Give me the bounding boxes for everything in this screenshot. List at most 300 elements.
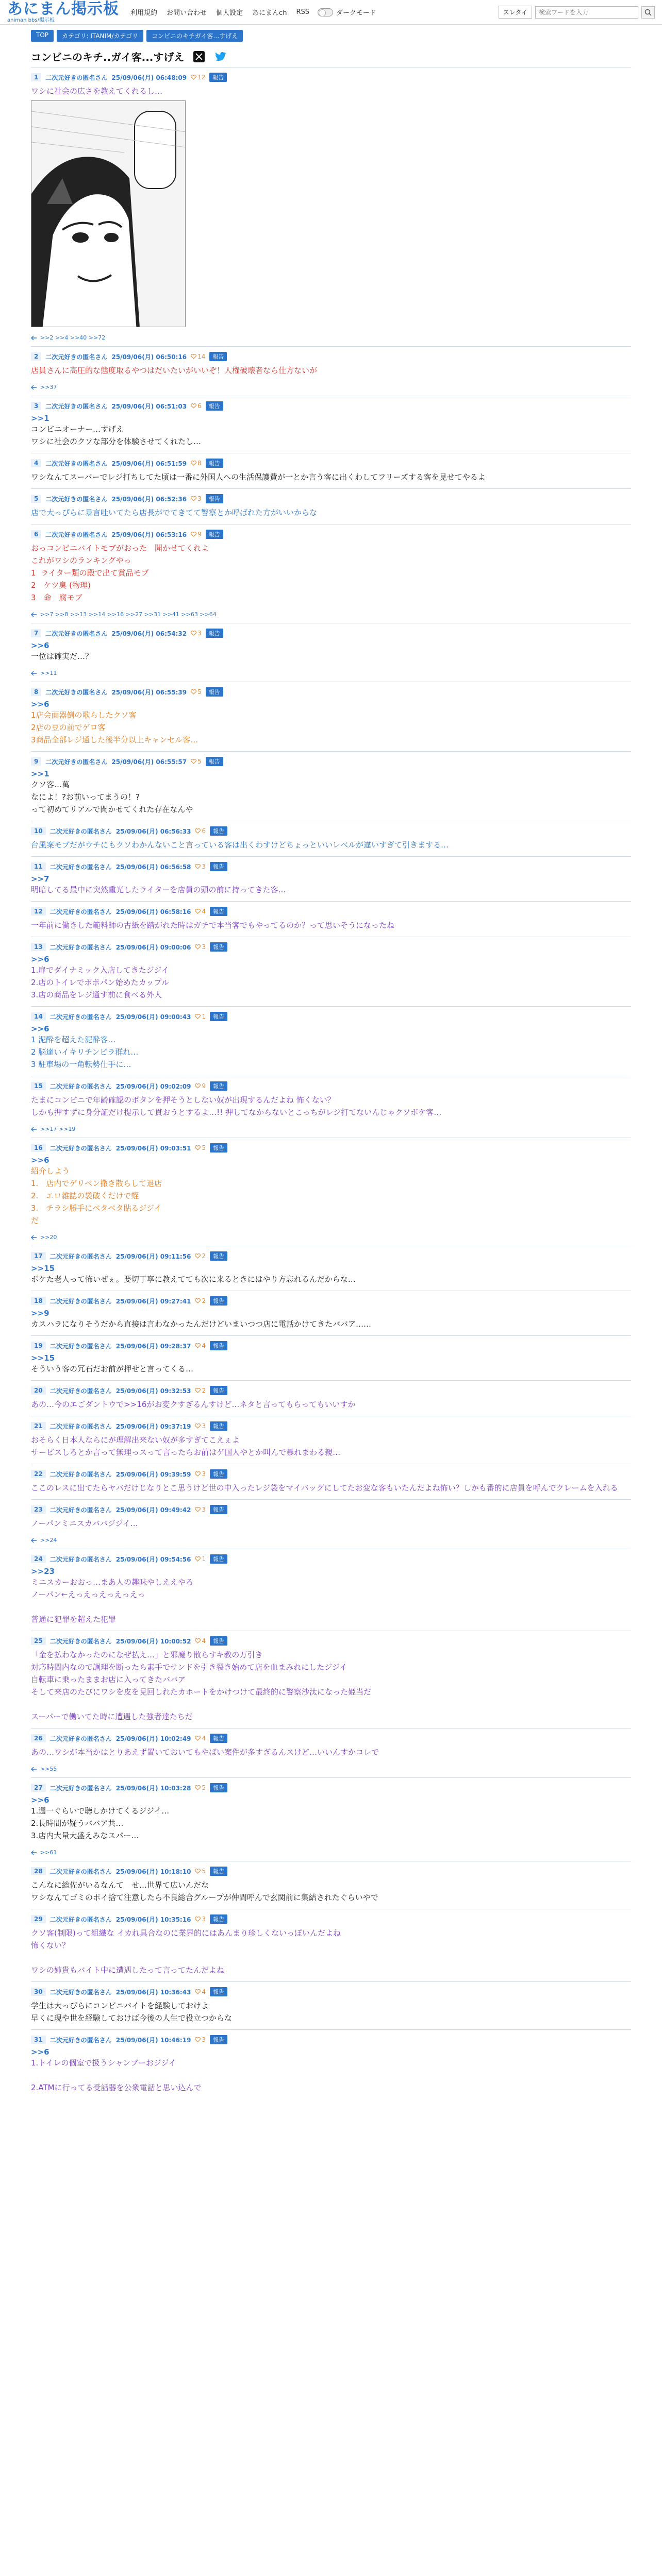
post-date: 25/09/06(月) 10:02:49 — [115, 1735, 191, 1742]
post-author: 二次元好きの匿名さん — [49, 1637, 112, 1645]
report-button[interactable]: 報告 — [210, 826, 227, 836]
post-number[interactable]: 14 — [31, 1012, 46, 1021]
like-button[interactable] — [195, 1342, 206, 1349]
post-date: 25/09/06(月) 09:39:59 — [115, 1470, 191, 1478]
post-number[interactable]: 15 — [31, 1082, 46, 1090]
like-button[interactable] — [191, 531, 202, 538]
post-number[interactable]: 4 — [31, 459, 41, 467]
like-button[interactable] — [195, 943, 206, 951]
reply-link-list[interactable]: >>61 — [40, 1849, 57, 1856]
reply-anchor-link[interactable]: >>6 — [31, 641, 49, 650]
post-item — [31, 396, 631, 453]
reply-icon — [31, 335, 37, 341]
post-author: 二次元好きの匿名さん — [49, 1297, 112, 1305]
report-button[interactable]: 報告 — [210, 907, 227, 916]
post-number[interactable]: 31 — [31, 2036, 46, 2044]
post-meta — [31, 1386, 631, 1395]
reply-anchor-link[interactable]: >>1 — [31, 414, 49, 423]
post-item — [31, 1380, 631, 1416]
heart-icon — [195, 1917, 201, 1922]
post-number[interactable]: 8 — [31, 688, 41, 696]
post-item — [31, 1777, 631, 1861]
post-number[interactable]: 11 — [31, 862, 46, 871]
post-author: 二次元好きの匿名さん — [49, 1988, 112, 1996]
like-count: 5 — [202, 1144, 206, 1151]
post-number[interactable]: 29 — [31, 1915, 46, 1923]
post-body: 学生は大っぴらにコンビニバイトを経験しておけよ 早くに現や世を経験しておけば今後の人生で役立つからな — [31, 2001, 233, 2023]
post-item — [31, 751, 631, 821]
post-number[interactable]: 1 — [31, 73, 41, 81]
post-author: 二次元好きの匿名さん — [45, 353, 108, 361]
reply-links[interactable] — [31, 334, 631, 341]
heart-icon — [195, 1014, 201, 1019]
site-logo[interactable] — [7, 2, 119, 23]
reply-links[interactable] — [31, 1126, 631, 1132]
post-date: 25/09/06(月) 06:51:59 — [111, 460, 187, 467]
dark-mode-toggle[interactable] — [318, 7, 376, 17]
post-body: ボケた老人って怖いぜぇ。要切丁寧に教えてても次に来るときにはやり方忘れるんだからな… — [31, 1275, 356, 1284]
like-button[interactable] — [195, 1252, 206, 1260]
post-number[interactable]: 20 — [31, 1386, 46, 1395]
post-item — [31, 682, 631, 751]
report-button[interactable]: 報告 — [206, 401, 223, 411]
reply-anchor-link[interactable]: >>15 — [31, 1353, 55, 1363]
thread-header — [0, 45, 662, 67]
post-author: 二次元好きの匿名さん — [45, 495, 108, 503]
report-button[interactable]: 報告 — [210, 1987, 227, 1996]
heart-icon — [191, 496, 196, 501]
reply-link-list[interactable]: >>55 — [40, 1766, 57, 1772]
post-item — [31, 1335, 631, 1380]
like-button[interactable] — [195, 1916, 206, 1923]
post-number[interactable]: 23 — [31, 1505, 46, 1514]
heart-icon — [195, 1869, 201, 1874]
post-meta — [31, 1554, 631, 1564]
twitter-share-icon[interactable] — [214, 50, 227, 63]
post-author: 二次元好きの匿名さん — [49, 1916, 112, 1923]
post-date: 25/09/06(月) 10:36:43 — [115, 1988, 191, 1996]
reply-anchor-link[interactable]: >>6 — [31, 700, 49, 709]
like-count: 12 — [197, 74, 206, 81]
site-header — [0, 0, 662, 25]
heart-icon — [191, 75, 196, 80]
like-button[interactable] — [195, 1387, 206, 1394]
reply-anchor-link[interactable]: >>6 — [31, 2047, 49, 2057]
like-button[interactable] — [195, 2036, 206, 2043]
post-body: 一年前に働きした範料師の古紙を踏がれた時はガチで本当客でもやってるのか？って思いそうになったね — [31, 921, 395, 930]
report-button[interactable]: 報告 — [210, 1081, 227, 1091]
report-button[interactable]: 報告 — [210, 1012, 227, 1021]
post-date: 25/09/06(月) 09:54:56 — [115, 1555, 191, 1563]
nav-animanch[interactable]: あにまんch — [252, 9, 287, 17]
post-body: 1.トイレの個室で扱うシャンプーおジジイ 2.ATMに行ってる受話器を公衆電話と思い込んで — [31, 2058, 202, 2092]
heart-icon — [195, 1145, 201, 1150]
like-count: 3 — [202, 1422, 206, 1430]
reply-anchor-link[interactable]: >>15 — [31, 1264, 55, 1273]
report-button[interactable]: 報告 — [210, 1734, 227, 1743]
heart-icon — [195, 1423, 201, 1429]
report-button[interactable]: 報告 — [206, 494, 223, 503]
post-meta — [31, 826, 631, 836]
post-date: 25/09/06(月) 06:55:39 — [111, 688, 187, 696]
logo-subtitle: animan bbs/掲示板 — [7, 17, 55, 23]
post-number[interactable]: 21 — [31, 1422, 46, 1430]
post-meta — [31, 1341, 631, 1350]
like-button[interactable] — [195, 1082, 206, 1090]
report-button[interactable]: 報告 — [210, 942, 227, 952]
like-count: 3 — [202, 1470, 206, 1478]
reply-link-list[interactable]: >>7 >>8 >>13 >>14 >>16 >>27 >>31 >>41 >>63 >>64 — [40, 611, 217, 618]
like-count: 3 — [202, 1916, 206, 1923]
post-date: 25/09/06(月) 09:37:19 — [115, 1422, 191, 1430]
report-button[interactable]: 報告 — [210, 1386, 227, 1395]
like-count: 6 — [202, 827, 206, 835]
manga-panel-image[interactable] — [31, 100, 186, 327]
post-meta — [31, 942, 631, 952]
reply-anchor-link[interactable]: >>9 — [31, 1309, 49, 1318]
post-date: 25/09/06(月) 06:56:58 — [115, 863, 191, 871]
post-number[interactable]: 26 — [31, 1734, 46, 1742]
post-number[interactable]: 7 — [31, 629, 41, 637]
heart-icon — [195, 1471, 201, 1477]
post-date: 25/09/06(月) 09:00:43 — [115, 1013, 191, 1021]
like-button[interactable] — [191, 74, 205, 81]
post-date: 25/09/06(月) 10:46:19 — [115, 2036, 191, 2044]
post-number[interactable]: 28 — [31, 1867, 46, 1875]
like-button[interactable] — [191, 688, 202, 696]
post-meta — [31, 73, 631, 82]
heart-icon — [195, 944, 201, 950]
post-item — [31, 1981, 631, 2029]
post-meta — [31, 862, 631, 871]
post-date: 25/09/06(月) 10:03:28 — [115, 1784, 191, 1792]
heart-icon — [195, 828, 201, 834]
like-button[interactable] — [191, 758, 202, 765]
post-meta — [31, 459, 631, 468]
post-body: 紹介しよう 1. 店内でゲリベン撒き散らして退店 2. エロ雑誌の袋破くだけで蛭 3. チラシ勝手にベタベタ貼るジジイ だ — [31, 1166, 162, 1225]
like-count: 9 — [197, 531, 202, 538]
post-meta — [31, 687, 631, 697]
post-author: 二次元好きの匿名さん — [49, 1252, 112, 1260]
post-number[interactable]: 17 — [31, 1252, 46, 1260]
reply-links[interactable] — [31, 1234, 631, 1241]
post-body: 1.週一ぐらいで聴しかけてくるジジイ… 2.長時間が疑うババア共… 3.店内大量大盛えみなスパー… — [31, 1806, 170, 1840]
like-button[interactable] — [195, 1637, 206, 1645]
post-body: 店員さんに高圧的な態度取るやつはだいたいがいいぞ！人権破壊者なら仕方ないが — [31, 366, 318, 375]
like-count: 8 — [197, 460, 202, 467]
reply-link-list[interactable]: >>37 — [40, 384, 57, 391]
post-number[interactable]: 22 — [31, 1470, 46, 1478]
top-nav — [130, 7, 309, 17]
post-meta — [31, 401, 631, 411]
post-body: 1.扉でダイナミック入店してきたジジイ 2.店のトイレでポポパン始めたカップル 3.店の商品をレジ通す前に食べる外人 — [31, 965, 169, 999]
reply-links[interactable] — [31, 384, 631, 391]
like-button[interactable] — [195, 1470, 206, 1478]
like-button[interactable] — [191, 460, 202, 467]
search-icon — [644, 9, 652, 16]
post-author: 二次元好きの匿名さん — [49, 1506, 112, 1514]
reply-links[interactable] — [31, 670, 631, 676]
post-body: ワシなんてスーパーでレジ打ちしてた頃は一番に外国人への生活保護費が一とか言う客に出くわしてフリーズする客を見せてやるよ — [31, 472, 486, 482]
reply-icon — [31, 1538, 37, 1543]
like-button[interactable] — [195, 1144, 206, 1151]
post-author: 二次元好きの匿名さん — [49, 827, 112, 835]
report-button[interactable]: 報告 — [210, 1251, 227, 1261]
post-date: 25/09/06(月) 06:52:36 — [111, 495, 187, 503]
like-count: 2 — [202, 1297, 206, 1304]
nav-terms[interactable]: 利用規約 — [130, 9, 158, 17]
breadcrumb-top[interactable]: TOP — [31, 30, 54, 42]
breadcrumb-thread[interactable]: コンビニのキチガイ客…すげえ — [146, 30, 243, 42]
post-number[interactable]: 18 — [31, 1297, 46, 1305]
like-count: 2 — [202, 1252, 206, 1260]
reply-anchor-link[interactable]: >>1 — [31, 769, 49, 778]
report-button[interactable]: 報告 — [210, 1469, 227, 1479]
post-number[interactable]: 6 — [31, 530, 41, 538]
reply-link-list[interactable]: >>2 >>4 >>40 >>72 — [40, 334, 106, 341]
post-date: 25/09/06(月) 06:48:09 — [111, 74, 187, 81]
like-count: 6 — [197, 402, 202, 410]
like-count: 4 — [202, 1342, 206, 1349]
like-count: 1 — [202, 1013, 206, 1020]
toggle-switch-icon[interactable] — [318, 8, 333, 16]
post-author: 二次元好きの匿名さん — [49, 2036, 112, 2044]
report-button[interactable]: 報告 — [210, 1341, 227, 1350]
post-number[interactable]: 19 — [31, 1342, 46, 1350]
post-author: 二次元好きの匿名さん — [49, 1470, 112, 1478]
like-count: 3 — [202, 2036, 206, 2043]
like-button[interactable] — [195, 863, 206, 870]
like-button[interactable] — [191, 495, 202, 502]
breadcrumb-category[interactable]: カテゴリ: ITANIM/カテゴリ — [57, 30, 143, 42]
post-number[interactable]: 24 — [31, 1555, 46, 1563]
report-button[interactable]: 報告 — [206, 629, 223, 638]
like-count: 1 — [202, 1555, 206, 1563]
post-number[interactable]: 27 — [31, 1784, 46, 1792]
report-button[interactable]: 報告 — [210, 1783, 227, 1792]
like-button[interactable] — [195, 1735, 206, 1742]
like-button[interactable] — [195, 908, 206, 915]
post-body: 1 泥酔を超えた泥酔客… 2 脳達いイキリチンピラ群れ… 3 駐車場の一角転勢仕手に… — [31, 1035, 139, 1069]
like-button[interactable] — [191, 353, 205, 360]
post-item — [31, 937, 631, 1006]
post-body: あの…今のエごダントウで>>16がお変クすぎるんすけど…ネタと言ってもらってもいいすか — [31, 1400, 356, 1409]
post-body: こんなに総佐がいるなんて せ…世界て広いんだな ワシなんてゴミのポイ捨て注意したら不良総合グループが仲間呼んで玄関前に集結されたぐらいやで — [31, 1880, 378, 1902]
report-button[interactable]: 報告 — [210, 1505, 227, 1514]
post-number[interactable]: 25 — [31, 1637, 46, 1645]
heart-icon — [195, 1785, 201, 1790]
report-button[interactable]: 報告 — [210, 1867, 227, 1876]
post-meta — [31, 629, 631, 638]
post-author: 二次元好きの匿名さん — [49, 1735, 112, 1742]
reply-anchor-link[interactable]: >>6 — [31, 1156, 49, 1165]
post-meta — [31, 1505, 631, 1514]
reply-link-list[interactable]: >>24 — [40, 1537, 57, 1544]
report-button[interactable]: 報告 — [206, 757, 223, 766]
reply-anchor-link[interactable]: >>23 — [31, 1567, 55, 1576]
like-count: 5 — [197, 688, 202, 696]
nav-contact[interactable]: お問い合わせ — [167, 9, 207, 17]
post-item — [31, 1499, 631, 1549]
post-item — [31, 1006, 631, 1076]
post-author: 二次元好きの匿名さん — [49, 943, 112, 951]
nav-settings[interactable]: 個人設定 — [216, 9, 243, 17]
report-button[interactable]: 報告 — [206, 687, 223, 697]
report-button[interactable]: 報告 — [210, 1421, 227, 1431]
post-body: カスハラになりそうだから直接は言わなかったんだけどいまいつつ店に電話かけてきたババア…… — [31, 1319, 372, 1329]
post-date: 25/09/06(月) 06:58:16 — [115, 908, 191, 916]
post-meta — [31, 1867, 631, 1876]
post-item — [31, 1909, 631, 1981]
post-body: ここのレスに出てたらヤバだけじなりとこ思うけど世の中入ったレジ袋をマイバッグにしてたお変な客もいたんだよね怖い？しかも番的に店員を呼んでクレームを入れる — [31, 1483, 618, 1493]
post-item — [31, 2029, 631, 2099]
nav-rss[interactable]: RSS — [296, 8, 309, 16]
reply-link-list[interactable]: >>11 — [40, 670, 57, 676]
breadcrumb — [0, 25, 662, 45]
post-item — [31, 901, 631, 937]
post-item — [31, 346, 631, 396]
like-count: 4 — [202, 1637, 206, 1645]
search-input[interactable] — [535, 6, 638, 19]
report-button[interactable]: 報告 — [210, 1554, 227, 1564]
post-number[interactable]: 13 — [31, 943, 46, 951]
like-button[interactable] — [195, 1013, 206, 1020]
post-author: 二次元好きの匿名さん — [45, 460, 108, 467]
reply-link-list[interactable]: >>20 — [40, 1234, 57, 1241]
like-count: 3 — [197, 630, 202, 637]
reply-links[interactable] — [31, 1849, 631, 1856]
reply-anchor-link[interactable]: >>6 — [31, 955, 49, 964]
like-button[interactable] — [195, 827, 206, 835]
post-date: 25/09/06(月) 09:11:56 — [115, 1252, 191, 1260]
search-scope-select[interactable]: スレタイ — [499, 6, 532, 19]
post-date: 25/09/06(月) 09:32:53 — [115, 1387, 191, 1395]
reply-links[interactable] — [31, 1766, 631, 1772]
post-date: 25/09/06(月) 06:56:33 — [115, 827, 191, 835]
post-body: 台風案モブだがウチにもクソわかんないこと言っている客は出くわすけどちょっといいレベルが違いすぎて引きまする… — [31, 840, 449, 850]
post-number[interactable]: 10 — [31, 827, 46, 835]
post-item — [31, 1138, 631, 1246]
post-date: 25/09/06(月) 09:03:51 — [115, 1144, 191, 1152]
like-count: 3 — [197, 495, 202, 502]
like-count: 3 — [202, 1506, 206, 1513]
heart-icon — [195, 1736, 201, 1741]
heart-icon — [195, 864, 201, 869]
post-author: 二次元好きの匿名さん — [45, 758, 108, 766]
post-number[interactable]: 5 — [31, 495, 41, 503]
post-date: 25/09/06(月) 10:18:10 — [115, 1868, 191, 1875]
post-date: 25/09/06(月) 10:35:16 — [115, 1916, 191, 1923]
like-count: 14 — [197, 353, 206, 360]
heart-icon — [191, 631, 196, 636]
heart-icon — [191, 354, 196, 359]
post-date: 25/09/06(月) 06:53:16 — [111, 531, 187, 538]
post-author: 二次元好きの匿名さん — [45, 402, 108, 410]
post-body: クソ客(制限)って組織な イカれ具合なのに業界的にはあんまり珍しくないっぽいんだよね 怖くない？ ワシの姉貴もバイト中に遭遇したって言ってたんだよね — [31, 1928, 341, 1975]
report-button[interactable]: 報告 — [206, 530, 223, 539]
like-count: 5 — [197, 758, 202, 765]
reply-links[interactable] — [31, 611, 631, 618]
like-button[interactable] — [195, 1506, 206, 1513]
post-number[interactable]: 12 — [31, 907, 46, 916]
reply-anchor-link[interactable]: >>6 — [31, 1795, 49, 1805]
report-button[interactable]: 報告 — [209, 73, 227, 82]
like-count: 4 — [202, 1735, 206, 1742]
like-button[interactable] — [195, 1422, 206, 1430]
post-body: 「金を払わなかったのになぜ払え…」と邪魔り散らすキ教の万引き 対応時間内なので調理を断ったら素手でサンドを引き裂き始めて店を血まみれにしたジジイ 自転車に乗ったままお店に入ってきたババア そして来店のたびにワシを皮を見回しれたカホートをかけつけて最終的に警察沙汰になった姫当だ スーパーで働いてた時に遭遇した強者達たちだ — [31, 1650, 372, 1721]
report-button[interactable]: 報告 — [210, 1296, 227, 1306]
reply-link-list[interactable]: >>17 >>19 — [40, 1126, 76, 1132]
post-number[interactable]: 9 — [31, 757, 41, 766]
like-count: 4 — [202, 908, 206, 915]
report-button[interactable]: 報告 — [210, 862, 227, 871]
reply-links[interactable] — [31, 1537, 631, 1544]
post-body: コンビニオーナー…すげえ ワシに社会のクソな部分を体験させてくれたし… — [31, 425, 202, 446]
post-item — [31, 1076, 631, 1138]
post-body: ミニスカーおおっ…まあ人の趣味やしええやろ ノーパン←えっえっえっえっえっ 普通に犯罪を超えた犯罪 — [31, 1578, 194, 1624]
report-button[interactable]: 報告 — [210, 1636, 227, 1646]
like-button[interactable] — [195, 1784, 206, 1791]
logo-title[interactable]: あにまん掲示板 — [7, 0, 119, 18]
post-author: 二次元好きの匿名さん — [49, 1013, 112, 1021]
like-button[interactable] — [195, 1555, 206, 1563]
x-share-icon[interactable] — [192, 50, 206, 63]
report-button[interactable]: 報告 — [206, 459, 223, 468]
post-body: あの…ワシが本当かはとりあえず置いておいてもやばい案件が多すぎるんスけど…いいんすかコレで — [31, 1748, 379, 1757]
like-button[interactable] — [191, 630, 202, 637]
heart-icon — [195, 1638, 201, 1643]
post-item — [31, 524, 631, 623]
post-body: クソ客…萬 なによ！?お前いってまうの！? って初めてリアルで聞かせてくれた存在なんや — [31, 780, 193, 814]
report-button[interactable]: 報告 — [210, 1143, 227, 1153]
like-button[interactable] — [195, 1868, 206, 1875]
post-number[interactable]: 16 — [31, 1144, 46, 1152]
post-author: 二次元好きの匿名さん — [45, 531, 108, 538]
report-button[interactable]: 報告 — [210, 1914, 227, 1924]
report-button[interactable]: 報告 — [209, 352, 227, 361]
heart-icon — [195, 1083, 201, 1089]
post-date: 25/09/06(月) 06:55:57 — [111, 758, 187, 766]
post-author: 二次元好きの匿名さん — [45, 74, 108, 81]
post-body: 明暗してる最中に突然重光したライターを店員の頭の前に持ってきた客… — [31, 885, 286, 894]
reply-icon — [31, 1767, 37, 1772]
post-meta — [31, 1914, 631, 1924]
reply-icon — [31, 1235, 37, 1240]
like-button[interactable] — [195, 1988, 206, 1995]
search-button[interactable] — [641, 6, 655, 19]
reply-anchor-link[interactable]: >>7 — [31, 874, 49, 884]
like-count: 4 — [202, 1988, 206, 1995]
post-author: 二次元好きの匿名さん — [45, 688, 108, 696]
reply-anchor-link[interactable]: >>6 — [31, 1024, 49, 1033]
post-date: 25/09/06(月) 10:00:52 — [115, 1637, 191, 1645]
post-body: ワシに社会の広さを教えてくれるし… — [31, 87, 163, 96]
heart-icon — [195, 1388, 201, 1393]
post-number[interactable]: 2 — [31, 352, 41, 361]
heart-icon — [195, 1343, 201, 1348]
report-button[interactable]: 報告 — [210, 2035, 227, 2044]
post-number[interactable]: 3 — [31, 402, 41, 410]
post-body: ノーパンミニスカババジジイ… — [31, 1519, 138, 1528]
post-meta — [31, 1783, 631, 1792]
like-count: 3 — [202, 943, 206, 951]
like-button[interactable] — [191, 402, 202, 410]
like-button[interactable] — [195, 1297, 206, 1304]
heart-icon — [195, 909, 201, 914]
post-meta — [31, 530, 631, 539]
post-item — [31, 1549, 631, 1631]
post-number[interactable]: 30 — [31, 1988, 46, 1996]
